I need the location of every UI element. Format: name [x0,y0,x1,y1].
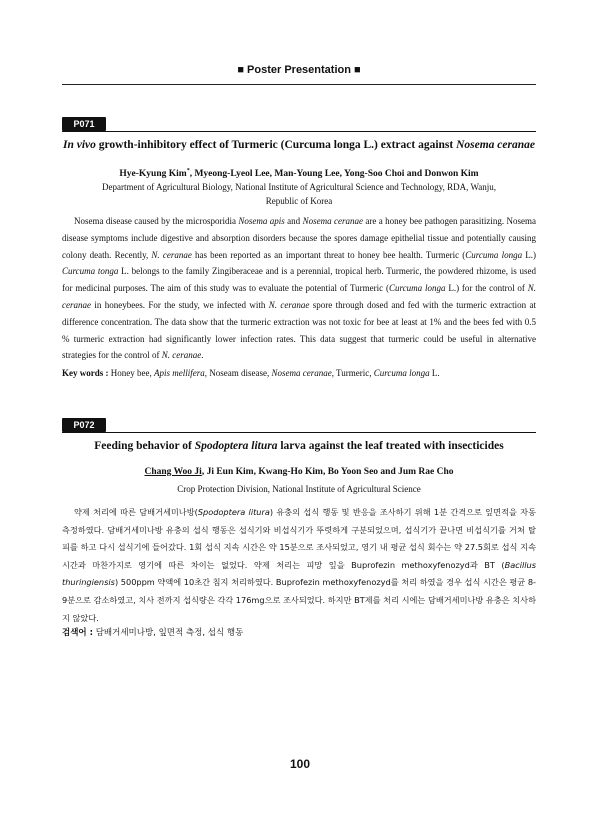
author-list [62,466,536,479]
author-first: Hye-Kyung Kim [119,169,187,180]
keywords [62,627,536,640]
keyword-text: 담배거세미나방, 잎면적 측정, 섭식 행동 [93,628,244,638]
abstract-text: L. belongs to the family Zingiberaceae and is a perennial, tropical herb. Turmeric, the powdered rhizome, is used for medicinal purposes. The aim of this study was to evaluate the potential of Turmeric ( [62,266,536,294]
species-name: N. ceranae [62,283,536,310]
abstract-text: ) 500ppm 약액에 10초간 침지 처리하였다. Buprofezin methoxyfenozyd를 처리 하였을 경우 섭식 시간은 평균 8-9분으로 감소하였고, 치사 전까지 섭식량은 각각 176mg으로 조사되었다. 하지만 BT제를 처리 시에는 담배거세미나방 유충은 치사하지 않았다. [62,577,536,623]
keywords [62,367,536,380]
paper-title [62,439,536,454]
poster-code-badge: P071 [62,117,106,131]
abstract-text: ) 유충의 섭식 행동 및 반응을 조사하기 위해 1분 간격으로 잎면적을 자동 측정하였다. 담배거세미나방 유충의 섭식 행동은 섭식기와 비섭식기가 뚜렷하게 구분되었으며, 섭식기가 끝나면 비섭식기를 거쳐 탈피를 하고 다시 섭식기에 들어갔다. 1회 섭식 지속 시간은 약 15분으로 조사되었고, 영기 내 평균 섭식 회수는 약 27.5회로 섭식 지속 시간과 마찬가지로 영기에 따른 차이는 없었다. 약제 처리는 피망 잎을 Buprofezin methoxyfenozyd과 BT ( [62,507,536,570]
paper-title [62,138,536,153]
species-name: N. ceranae [268,299,310,310]
title-species: Spodoptera litura [194,440,278,452]
title-species: Nosema ceranae [456,139,535,151]
poster-code-badge: P072 [62,418,106,432]
affiliation: Crop Protection Division, National Institute of Agricultural Science [177,484,421,494]
species-name: N. ceranae [151,249,192,260]
title-text: Feeding behavior of [94,440,195,452]
keyword-text: , Turmeric, [331,368,374,378]
keyword-text: Honey bee, [108,368,154,378]
section-header: ■ Poster Presentation ■ [237,64,361,76]
page-number: 100 [289,757,311,771]
keywords-label: Key words : [62,368,109,378]
title-italic-part: In vivo [63,139,96,151]
species-name: Curcuma longa [389,283,446,294]
abstract-text: Nosema disease caused by the microsporidia [74,216,239,226]
abstract-text: . [201,350,204,361]
abstract-text: and [284,216,303,226]
section-divider [62,432,536,433]
keyword-species: Nosema ceranae [271,368,332,378]
affiliation-line-2: Republic of Korea [265,196,333,206]
species-name: Curcuma tonga [62,266,119,277]
corresponding-mark: * [186,168,190,174]
species-name: Nosema apis [238,216,285,226]
species-name: Spodoptera litura [197,507,270,517]
author-rest: , Ji Eun Kim, Kwang-Ho Kim, Bo Yoon Seo and Jum Rae Cho [201,467,454,477]
section-divider [62,131,536,132]
abstract-text: in honeybees. For the study, we infected with [91,299,269,310]
title-text: larva against the leaf treated with insecticides [277,440,504,452]
species-name: Curcuma longa [465,249,523,260]
keyword-text: L. [429,368,440,378]
keyword-text: , Noseam disease, [204,368,272,378]
header-divider [62,84,536,85]
affiliation-line-1: Department of Agricultural Biology, National Institute of Agricultural Science and Technology, RDA, Wanju, [101,182,497,192]
species-name: Nosema ceranae [302,216,363,226]
species-name: Bacillus thuringiensis [62,559,536,588]
abstract-text: are a honey bee pathogen parasitizing. Nosema disease symptoms include digestive and absorption disorders because the spores damage epithelial tissue and potentially causing colony death. Recently, [62,216,536,260]
abstract-body [62,504,536,627]
abstract-text: has been reported as an important threat to honey bee health. Turmeric ( [191,249,466,260]
title-text: growth-inhibitory effect of Turmeric (Curcuma longa L.) extract against [95,139,457,151]
author-rest: , Myeong-Lyeol Lee, Man-Young Lee, Yong-Soo Choi and Donwon Kim [189,169,479,180]
abstract-text: spore through dosed and fed with the turmeric extraction at difference concentration. The data show that the turmeric extraction was not toxic for bee at least at 1% and the bees fed with 0.5 % turmeric extraction had significantly lower infection rates. This data suggest that turmeric could be useful in alternative strategies for the control of [62,299,537,361]
keyword-species: Curcuma longa [373,368,430,378]
author-list [62,165,536,181]
species-name: N. ceranae [161,350,202,361]
abstract-text: 약제 처리에 따른 담배거세미나방( [74,507,198,517]
affiliation [62,180,536,208]
keyword-species: Apis mellifera [153,368,205,378]
abstract-body [62,213,536,364]
keywords-label: 검색어 : [62,628,93,638]
abstract-text: L.) for the control of [445,283,528,294]
abstract-text: L.) [522,249,536,260]
presenting-author: Chang Woo Ji [144,467,202,477]
